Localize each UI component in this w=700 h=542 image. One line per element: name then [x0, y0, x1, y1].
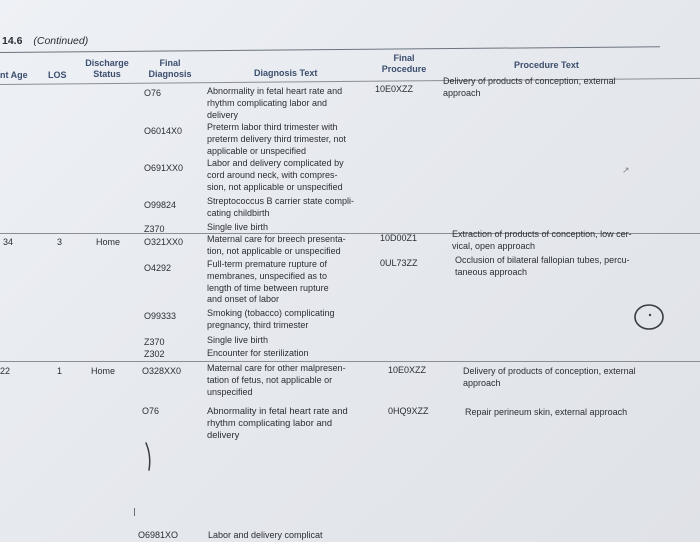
header-final-diagnosis: Final Diagnosis: [148, 58, 192, 79]
header-top-rule: [0, 46, 660, 53]
case2-dx-code-1: O321XX0: [144, 237, 184, 247]
case1-dx-text-5: Single live birth: [207, 222, 269, 232]
case3-age: 22: [0, 366, 11, 376]
header-discharge-status: Discharge Status: [85, 58, 129, 79]
small-tick-mark: [134, 508, 135, 516]
case3-proc-text-2: Repair perineum skin, external approach: [465, 407, 628, 417]
case2-status: Home: [96, 237, 121, 247]
case1-dx-code-5: Z370: [144, 224, 165, 234]
case3-dx-text-3: Labor and delivery complicat: [208, 530, 323, 540]
case1-dx-text-4: Streptococcus B carrier state compli- cating childbirth: [207, 196, 355, 218]
case1-dx-code-2: O6014X0: [144, 126, 183, 136]
header-diagnosis-text: Diagnosis Text: [254, 68, 318, 78]
case3-dx-code-1: O328XX0: [142, 366, 182, 376]
case2-age: 34: [3, 237, 14, 247]
case1-proc-text-1: Delivery of products of conception, external approach: [443, 76, 616, 98]
case3-dx-text-2: Abnormality in fetal heart rate and rhythm complicating labor and delivery: [207, 405, 348, 440]
case2-los: 3: [57, 237, 63, 247]
case2-proc-text-1: Extraction of products of conception, low cer- vical, open approach: [452, 229, 632, 251]
case2-proc-code-1: 10D00Z1: [380, 233, 418, 243]
header-procedure-text: Procedure Text: [514, 60, 579, 70]
case2-dx-code-5: Z302: [144, 349, 165, 359]
case3-status: Home: [91, 366, 116, 376]
case3-proc-text-1: Delivery of products of conception, external approach: [463, 366, 636, 388]
handwritten-circle-mark: [632, 302, 666, 332]
case2-proc-text-2: Occlusion of bilateral fallopian tubes, percu- taneous approach: [455, 255, 630, 277]
case1-dx-text-2: Preterm labor third trimester with preterm delivery third trimester, not applicable or unspecified: [207, 122, 347, 156]
table-continued-label: (Continued): [33, 35, 89, 47]
case2-dx-text-2: Full-term premature rupture of membranes, unspecified as to length of time between rupture and onset of labor: [207, 259, 329, 305]
case2-dx-code-4: Z370: [144, 337, 165, 347]
header-los: LOS: [48, 70, 67, 80]
case1-dx-text-1: Abnormality in fetal heart rate and rhythm complicating labor and delivery: [207, 86, 343, 120]
case2-dx-text-4: Single live birth: [207, 335, 269, 345]
table-caption: [2, 35, 88, 47]
case2-dx-text-1: Maternal care for breech presenta- tion, not applicable or unspecified: [207, 234, 346, 256]
case2-dx-text-5: Encounter for sterilization: [207, 348, 309, 358]
case3-dx-text-1: Maternal care for other malpresen- tation of fetus, not applicable or unspecified: [207, 363, 346, 397]
case3-proc-code-1: 10E0XZZ: [388, 365, 427, 375]
case3-dx-code-2: O76: [142, 406, 160, 416]
case1-dx-text-3: Labor and delivery complicated by cord around neck, with compres- sion, not applicable or unspecified: [207, 158, 344, 192]
case3-dx-code-3: O6981XO: [138, 530, 179, 540]
case3-los: 1: [57, 366, 63, 376]
case2-dx-code-3: O99333: [144, 311, 177, 321]
case1-dx-code-4: O99824: [144, 200, 177, 210]
case3-proc-code-2: 0HQ9XZZ: [388, 406, 429, 416]
case1-dx-code-1: O76: [144, 88, 162, 98]
small-arrow-mark: ↗: [622, 165, 630, 175]
header-age: nt Age: [0, 70, 28, 80]
handwritten-stroke-mark: [140, 440, 160, 474]
case1-proc-code-1: 10E0XZZ: [375, 84, 414, 94]
case1-dx-code-3: O691XX0: [144, 163, 184, 173]
case2-proc-code-2: 0UL73ZZ: [380, 258, 418, 268]
table-number: 14.6: [2, 35, 23, 47]
header-final-procedure: Final Procedure: [381, 53, 427, 74]
case2-dx-code-2: O4292: [144, 263, 172, 273]
case-divider-2: [0, 361, 700, 362]
case2-dx-text-3: Smoking (tobacco) complicating pregnancy, third trimester: [207, 308, 335, 330]
